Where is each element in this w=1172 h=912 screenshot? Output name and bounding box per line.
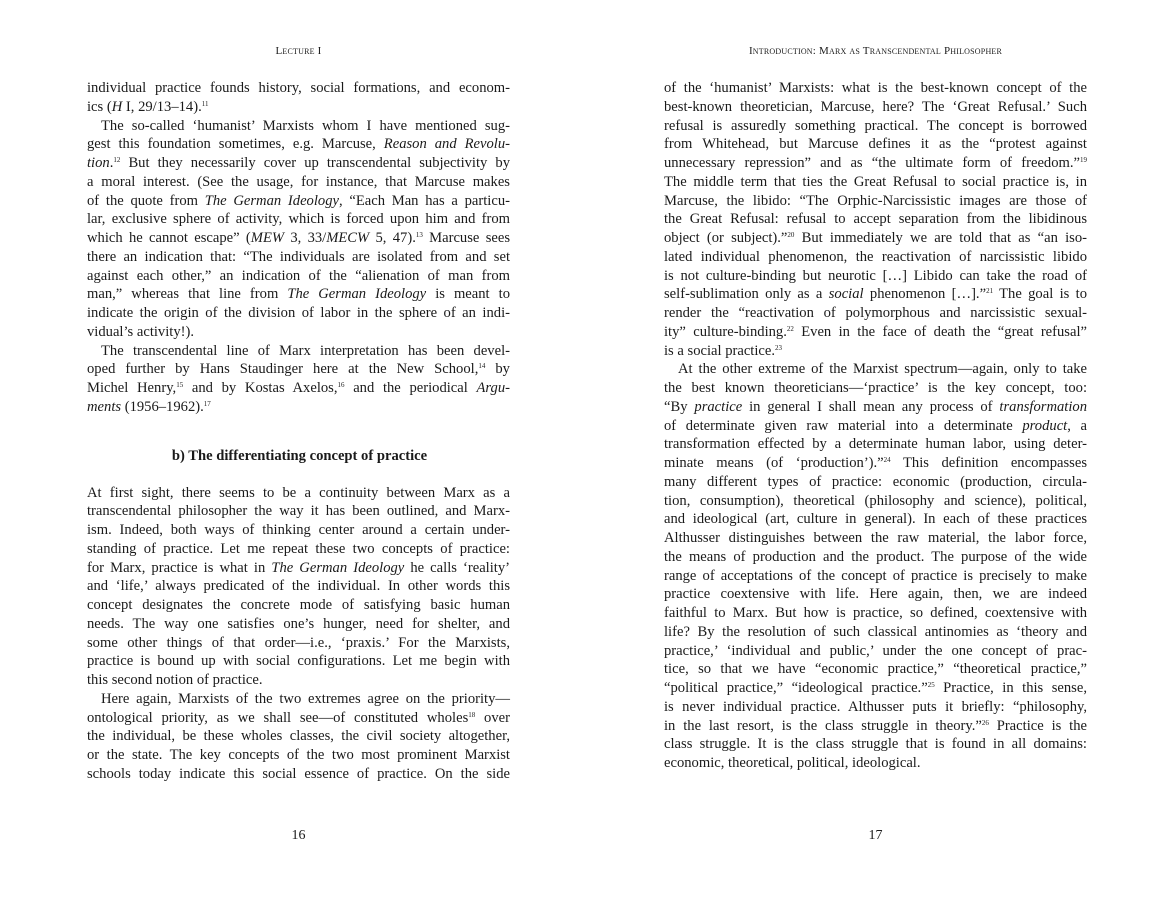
text-line: “By practice in general I shall mean any process of transformation — [664, 398, 1087, 415]
text-line: the best known theoreticians—‘practice’ is the key concept, too: — [664, 380, 1087, 396]
text-line: a moral interest. (See the usage, for instance, that Marcuse makes — [87, 173, 510, 190]
text-line: needs. The way one satisfies one’s hunger, need for shelter, and — [87, 615, 510, 632]
paragraph — [87, 79, 510, 117]
text-line: render the “reactivation of polymorphous and narcissistic sexual- — [664, 305, 1087, 321]
text-line: the Great Refusal: refusal to accept separation from the libidinous — [664, 211, 1087, 228]
paragraph — [87, 117, 510, 342]
text-line: Michel Henry,$^{15}$ and by Kostas Axelos,$^{16}$ and the periodical Argu- — [87, 380, 511, 396]
text-line: or the state. The key concepts of the two most prominent Marxist — [87, 747, 510, 763]
text-line: is never individual practice. Althusser puts it briefly: “philosophy, — [664, 698, 1087, 715]
text-line: tion, consumption), theoretical (philosophy and science), political, — [664, 492, 1087, 509]
page-body — [87, 79, 510, 784]
footnote-ref[interactable]: 21 — [986, 287, 994, 296]
text-line: is not culture-binding but neurotic […] Libido can take the road of — [664, 267, 1087, 284]
running-head: Introduction: Marx as Transcendental Philosopher — [748, 45, 1003, 57]
text-line: standing of practice. Let me repeat these two concepts of practice: — [87, 540, 510, 557]
footnote-ref[interactable]: 18 — [468, 710, 476, 719]
text-line: from Whitehead, but Marcuse defines it as the “protest against — [664, 136, 1087, 153]
text-line: The transcendental line of Marx interpretation has been devel- — [101, 342, 510, 359]
text-line: class struggle. It is the class struggle that is found in all domains: — [664, 736, 1087, 753]
text-line: this second notion of practice. — [87, 672, 263, 688]
text-line: unnecessary repression” and as “the ultimate form of freedom.”$^{19}$ — [664, 155, 1087, 171]
paragraph — [87, 690, 510, 784]
text-line: ontological priority, as we shall see—of constituted wholes$^{18}$ over — [87, 709, 510, 726]
text-line: schools today indicate this social essence of practice. On the side — [87, 765, 510, 782]
paragraph — [664, 360, 1087, 773]
text-line: tion.$^{12}$ But they necessarily cover up transcendental subjectivity by — [87, 155, 510, 171]
right-page — [664, 0, 1087, 912]
text-line: vidual’s activity!). — [87, 323, 194, 340]
text-line: against each other,” an indication of the “alienation of man from — [87, 267, 510, 284]
text-line: the means of production and the product. The purpose of the wide — [664, 548, 1087, 565]
text-line: “political practice,” “ideological practice.”$^{25}$ Practice, in this sense, — [664, 680, 1087, 696]
text-line: some other things of that order—i.e., ‘praxis.’ For the Marxists, — [87, 634, 510, 651]
text-line: At the other extreme of the Marxist spectrum—again, only to take — [678, 361, 1087, 378]
footnote-ref[interactable]: 20 — [787, 231, 795, 239]
footnote-ref[interactable]: 26 — [981, 718, 989, 727]
footnote-ref[interactable]: 19 — [1080, 156, 1087, 164]
text-line: and ideological (art, culture in general). In each of these practices — [664, 511, 1087, 528]
paragraph — [87, 484, 510, 690]
paragraph — [87, 342, 510, 417]
text-line: lated individual phenomenon, the reactivation of narcissistic libido — [664, 248, 1087, 265]
text-line: object (or subject).”$^{20}$ But immediately we are told that as “an iso- — [664, 230, 1087, 246]
text-line: range of acceptations of the concept of practice is precisely to make — [664, 567, 1087, 584]
page-number: 17 — [868, 828, 883, 843]
text-line: man,” whereas that line from The German Ideology is meant to — [87, 286, 510, 303]
text-line: many different types of practice: economic (production, circula- — [664, 473, 1087, 490]
footnote-ref[interactable]: 13 — [415, 231, 423, 239]
footnote-ref[interactable]: 23 — [775, 343, 783, 352]
text-line: The middle term that ties the Great Refusal to social practice is, in — [664, 173, 1087, 190]
spacer — [87, 466, 510, 484]
text-line: faithful to Marx. But how is practice, so defined, coextensive with — [664, 605, 1087, 621]
footnote-ref[interactable]: 16 — [337, 381, 345, 389]
text-line: individual practice founds history, social formations, and econom- — [87, 80, 510, 96]
text-line: ism. Indeed, both ways of thinking center around a certain under- — [87, 522, 510, 538]
left-page — [87, 0, 510, 912]
text-line: practice is bound up with social configurations. Let me begin with — [87, 653, 510, 670]
text-line: of the quote from The German Ideology, “Each Man has a particu- — [87, 192, 510, 209]
section-heading: b) The differentiating concept of practice — [171, 447, 428, 464]
text-line: transformation effected by a determinate human labor, using deter- — [664, 436, 1087, 453]
text-line: life? By the resolution of such classical antinomies as ‘theory and — [664, 623, 1087, 640]
text-line: ity” culture-binding.$^{22}$ Even in the face of death the “great refusal” — [664, 323, 1087, 340]
spacer — [87, 417, 510, 447]
text-line: minate means (of ‘production’).”$^{24}$ This definition encompasses — [664, 455, 1088, 471]
text-line: gest this foundation sometimes, e.g. Marcuse, Reason and Revolu- — [87, 136, 511, 153]
page-body — [664, 79, 1087, 773]
text-line: Here again, Marxists of the two extremes agree on the priority— — [101, 690, 510, 707]
text-line: At first sight, there seems to be a continuity between Marx as a — [87, 484, 510, 501]
footnote-ref[interactable]: 17 — [203, 399, 211, 408]
text-line: transcendental philosopher the way it has been outlined, and Marx- — [87, 503, 510, 520]
text-line: for Marx, practice is what in The German Ideology he calls ‘reality’ — [87, 559, 510, 576]
footnote-ref[interactable]: 22 — [786, 324, 794, 333]
text-line: oped further by Hans Staudinger here at the New School,$^{14}$ by — [87, 361, 510, 378]
footnote-ref[interactable]: 11 — [201, 99, 209, 108]
text-line: Marcuse, the libido: “The Orphic-Narcissistic images are those of — [664, 192, 1087, 209]
text-line: ics (H I, 29/13–14).$^{11}$ — [87, 98, 209, 115]
footnote-ref[interactable]: 15 — [176, 381, 184, 389]
footnote-ref[interactable]: 12 — [113, 156, 121, 164]
text-line: practice coextensive with life. Here again, then, we are indeed — [664, 586, 1087, 603]
text-line: which he cannot escape” (MEW 3, 33/MECW 5, 47).$^{13}$ Marcuse sees — [87, 230, 511, 246]
text-line: practice,’ ‘individual and public,’ under the one concept of prac- — [664, 642, 1087, 659]
footnote-ref[interactable]: 14 — [478, 362, 486, 371]
text-line: and ‘life,’ always predicated of the individual. In other words this — [87, 578, 510, 595]
text-line: economic, theoretical, political, ideological. — [664, 755, 921, 771]
text-line: of the ‘humanist’ Marxists: what is the best-known concept of the — [664, 80, 1087, 96]
page-number: 16 — [291, 828, 306, 843]
text-line: self-sublimation only as a social phenomenon […].”$^{21}$ The goal is to — [664, 286, 1087, 303]
text-line: the individual, be these wholes classes, the civil society altogether, — [87, 728, 510, 745]
text-line: lar, exclusive sphere of activity, which is forced upon him and from — [87, 211, 510, 228]
text-line: concept designates the concrete mode of satisfying basic human — [87, 597, 510, 613]
text-line: tice, so that we have “economic practice,” “theoretical practice,” — [664, 661, 1087, 678]
running-head: Lecture I — [275, 45, 322, 57]
footnote-ref[interactable]: 25 — [927, 681, 935, 689]
text-line: best-known theoretician, Marcuse, here? The ‘Great Refusal.’ Such — [664, 98, 1087, 115]
text-line: The so-called ‘humanist’ Marxists whom I have mentioned sug- — [101, 117, 510, 134]
text-line: indicate the origin of the division of labor in the sphere of an indi- — [87, 305, 510, 321]
text-line: there an indication that: “The individuals are isolated from and set — [87, 248, 510, 265]
footnote-ref[interactable]: 24 — [883, 456, 891, 464]
text-line: ments (1956–1962).$^{17}$ — [87, 398, 211, 415]
text-line: is a social practice.$^{23}$ — [664, 342, 783, 359]
text-line: Althusser distinguishes between the raw material, the labor force, — [664, 530, 1087, 546]
text-line: of determinate given raw material into a determinate product, a — [664, 417, 1088, 434]
text-line: in the last resort, is the class struggle in theory.”$^{26}$ Practice is the — [664, 717, 1087, 734]
paragraph — [664, 79, 1087, 360]
text-line: refusal is assuredly something practical. The concept is borrowed — [664, 117, 1087, 134]
